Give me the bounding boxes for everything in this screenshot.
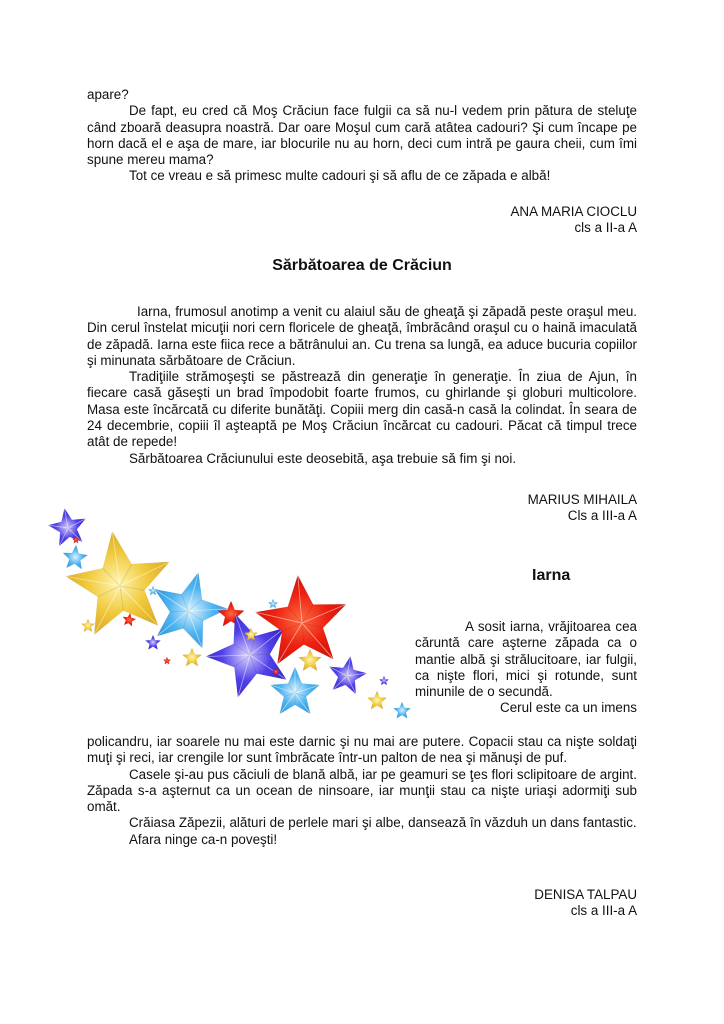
purple-star-icon — [145, 635, 160, 650]
section-title: Iarna — [532, 567, 571, 584]
section3-text — [87, 734, 637, 848]
author-class: Cls a III-a A — [567, 508, 637, 523]
signature — [511, 204, 638, 236]
paragraph: Tradiţiile strămoşeşti se păstrează din generaţie în generaţie. În ziua de Ajun, în fiecare casă găseşti un brad împodobit foarte frumos, cu ghirlande şi globuri multicolore. Masa este încărcată cu diferite bunătăţi. Copiii merg din casă-n casă la colindat. În seara de 24 decembrie, copiii îl aşteaptă pe Moş Crăciun încărcat cu cadouri. Păcat că timpul trece atât de repede! — [87, 369, 637, 450]
author-name: MARIUS MIHAILA — [527, 492, 637, 507]
paragraph: De fapt, eu cred că Moş Crăciun face fulgii ca să nu-l vedem prin pătura de steluţe când zboară deasupra noastră. Dar oare Moşul cum cară atâtea cadouri? Şi cum încape pe horn dacă el e aşa de mare, iar blocurile nu au horn, deci cum intră pe gaura cheii, cum îmi spune mereu mama? — [87, 103, 637, 168]
gold-star-icon — [299, 649, 322, 671]
author-name: DENISA TALPAU — [534, 887, 637, 902]
paragraph: Sărbătoarea Crăciunului este deosebită, aşa trebuie să fim şi noi. — [129, 450, 517, 466]
author-class: cls a II-a A — [574, 220, 637, 235]
author-class: cls a III-a A — [570, 903, 637, 918]
paragraph: Casele şi-au pus căciuli de blană albă, iar pe geamuri se ţes flori sclipitoare de argint. Zăpada s-a aşternut ca un ocean de ninsoare, iar munţii stau ca nişte uriaşi adormiţi sub omăt. — [87, 766, 637, 815]
section-title: Sărbătoarea de Crăciun — [272, 257, 452, 274]
red-star-icon — [163, 657, 171, 664]
purple-star-icon — [379, 676, 389, 685]
paragraph: policandru, iar soarele nu mai este darnic şi nu mai are putere. Copacii stau ca nişte soldaţi muţi şi reci, iar crengile lor sunt îmbrăcate într-un palton de nea şi mănuşi de puf. — [87, 734, 637, 766]
gold-star-icon — [368, 691, 387, 709]
signature — [534, 887, 637, 919]
blue-star-icon — [393, 702, 410, 718]
section3-narrow-text — [415, 619, 637, 717]
stars-illustration — [40, 498, 420, 728]
paragraph: apare? — [87, 87, 129, 102]
section2-text — [87, 304, 637, 467]
gold-star-icon — [81, 619, 94, 632]
paragraph: A sosit iarna, vrăjitoarea cea căruntă care aşterne zăpada ca o mantie albă şi strălucitoare, iar fulgii, ca nişte flori, mici şi rotunde, sunt minunile de o secundă. — [415, 619, 637, 700]
signature — [528, 492, 637, 524]
blue-star-icon — [63, 545, 88, 569]
gold-star-icon — [183, 648, 202, 666]
blue-star-icon — [268, 599, 278, 608]
author-name: ANA MARIA CIOCLU — [510, 204, 637, 219]
paragraph: Afara ninge ca-n poveşti! — [129, 831, 278, 847]
paragraph: Iarna, frumosul anotimp a venit cu alaiul său de gheaţă şi zăpadă peste oraşul meu. Din cerul înstelat micuţii nori cern floricele de gheaţă, îmbrăcând oraşul cu o haină imaculată de zăpadă. Iarna este fiica rece a bătrânului an. Cu trena sa lungă, ea aduce bucuria copiilor şi minunata sărbătoare de Crăciun. — [87, 304, 637, 368]
paragraph: Cerul este ca un imens — [500, 700, 637, 716]
blue-star-icon — [155, 572, 228, 648]
paragraph: Crăiasa Zăpezii, alături de perlele mari şi albe, dansează în văzduh un dans fantastic. — [129, 815, 637, 831]
paragraph: Tot ce vreau e să primesc multe cadouri şi să aflu de ce zăpada e albă! — [129, 168, 551, 184]
section1-text — [87, 87, 637, 185]
